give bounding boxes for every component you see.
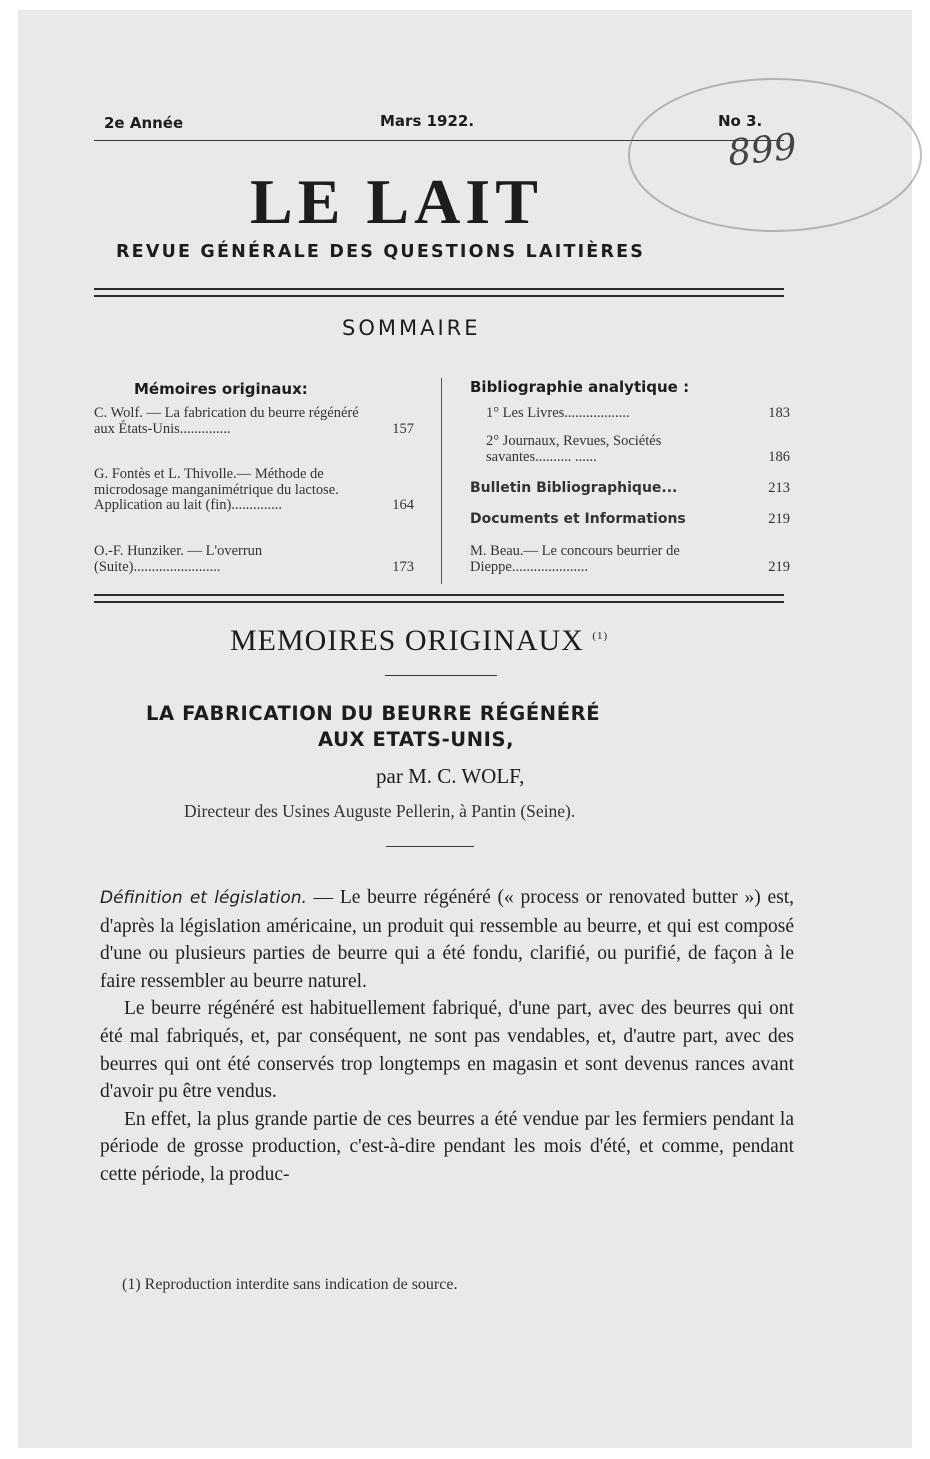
byline-divider (386, 846, 474, 847)
toc-item-livres[interactable] (486, 406, 790, 422)
toc-item-page: 164 (392, 497, 414, 513)
toc-item-text: M. Beau.— Le concours beurrier de Dieppe..................... (470, 543, 680, 575)
stamp-number: 899 (726, 126, 799, 175)
author-affiliation: Directeur des Usines Auguste Pellerin, à Pantin (Seine). (184, 801, 576, 821)
toc-item-bulletin[interactable] (470, 481, 790, 497)
toc-item-text: G. Fontès et L. Thivolle.— Méthode de microdosage manganimétrique du lactose. Application au lait (fin).............. (94, 466, 339, 513)
lead-heading: Définition et législation. (100, 888, 307, 908)
issue-label: No 3. (718, 112, 763, 130)
paragraph-definition (100, 884, 794, 995)
footnote: (1) Reproduction interdite sans indication de source. (122, 1276, 458, 1293)
toc-item-text: 2° Journaux, Revues, Sociétés savantes.......... ...... (486, 433, 662, 465)
article-body (100, 884, 794, 1189)
toc-item-text: 1° Les Livres.................. (486, 405, 630, 421)
toc-item-page: 219 (768, 558, 790, 575)
toc-item-text: O.-F. Hunziker. — L'overrun (Suite)........................ (94, 543, 263, 575)
toc-item-page: 173 (392, 558, 414, 575)
toc-left-heading: Mémoires originaux: (134, 380, 308, 398)
journal-subtitle: REVUE GÉNÉRALE DES QUESTIONS LAITIÈRES (116, 242, 646, 262)
paragraph-text: — Le beurre régénéré (« process or renovated butter ») est, d'après la législation américaine, un produit qui ressemble au beurre, et qui est composé d'une ou plusieurs parties de beurre qui a été fondu, clarifié, ou purifié, de façon à le faire ressembler au beurre naturel. (100, 887, 794, 992)
masthead-rule (94, 288, 784, 297)
toc-item-page: 219 (768, 511, 790, 527)
toc-item-text: Bulletin Bibliographique... (470, 480, 678, 496)
sommaire-rule (94, 594, 784, 603)
toc-item-page: 186 (768, 448, 790, 465)
date-label: Mars 1922. (380, 112, 475, 130)
paragraph-effet: En effet, la plus grande partie de ces beurres a été vendue par les fermiers pendant la période de grosse production, c'est-à-dire pendant les mois d'été, et comme, pendant cette période, la produc- (100, 1108, 794, 1185)
toc-item-text: C. Wolf. — La fabrication du beurre régénéré aux États-Unis.............. (94, 405, 359, 437)
journal-title: LE LAIT (250, 166, 543, 237)
toc-right-heading: Bibliographie analytique : (470, 378, 690, 396)
section-heading-text: MEMOIRES ORIGINAUX (230, 624, 584, 657)
toc-item-wolf[interactable] (94, 406, 414, 437)
section-heading (230, 624, 608, 658)
toc-item-beau[interactable] (470, 544, 790, 575)
sommaire-heading: SOMMAIRE (342, 316, 481, 340)
toc-column-divider (441, 378, 442, 584)
toc-item-fontes[interactable] (94, 467, 414, 514)
toc-item-page: 213 (768, 480, 790, 496)
year-label: 2e Année (104, 114, 184, 132)
toc-item-hunziker[interactable] (94, 544, 414, 575)
article-title-line1: LA FABRICATION DU BEURRE RÉGÉNÉRÉ (146, 702, 601, 725)
article-title-line2: AUX ETATS-UNIS, (318, 728, 515, 751)
paragraph-fabrication: Le beurre régénéré est habituellement fabriqué, d'une part, avec des beurres qui ont été mal fabriqués, et, par conséquent, ne sont pas vendables, et, d'autre part, avec des beurres qui ont été conservés trop longtemps en magasin et sont devenus rances avant d'avoir pu être vendus. (100, 998, 794, 1103)
toc-item-page: 157 (392, 420, 414, 437)
toc-item-documents[interactable] (470, 512, 790, 528)
section-footnote-ref[interactable]: (1) (592, 630, 609, 642)
toc-item-text: Documents et Informations (470, 511, 686, 527)
toc-item-journaux[interactable] (486, 434, 790, 465)
section-divider (385, 675, 497, 676)
article-byline: par M. C. WOLF, (376, 764, 525, 788)
toc-item-page: 183 (768, 405, 790, 421)
